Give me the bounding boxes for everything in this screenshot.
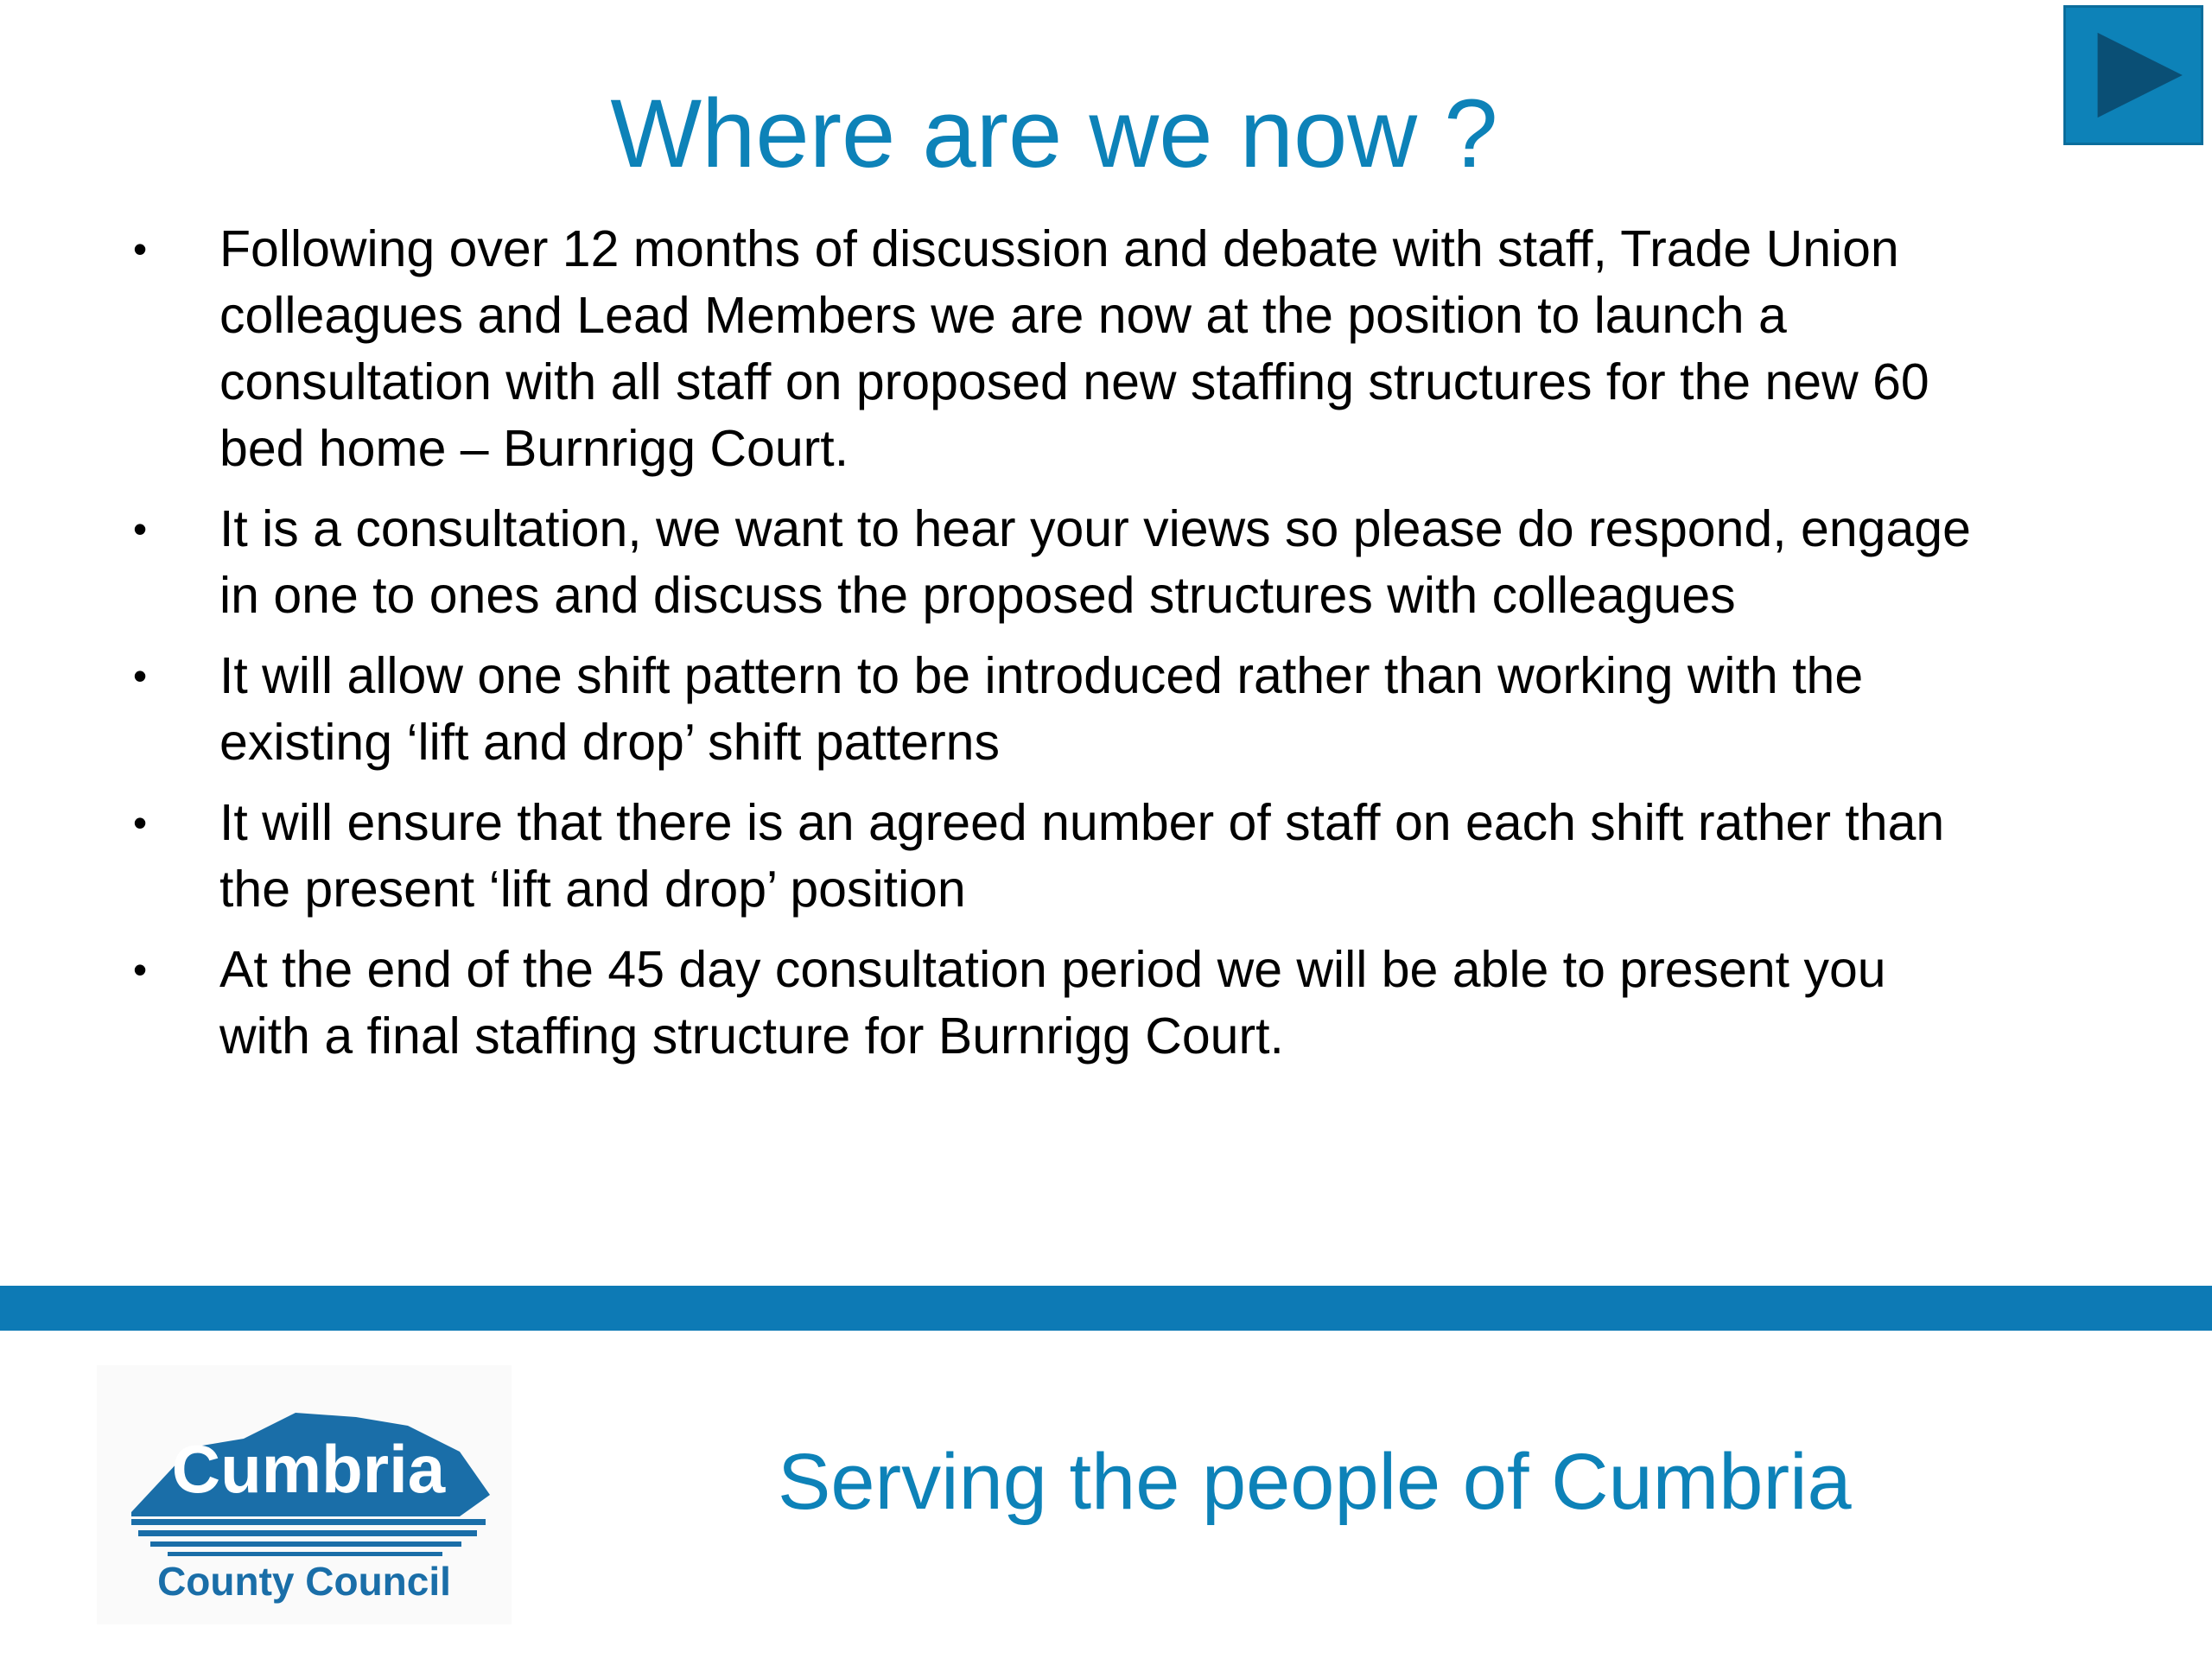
bullet-item <box>130 937 1987 1070</box>
bullet-item <box>130 790 1987 923</box>
bullet-marker: • <box>133 226 148 271</box>
bullet-list <box>130 216 1987 1084</box>
bullet-marker: • <box>133 947 148 992</box>
bullet-marker: • <box>133 653 148 698</box>
logo-text-top: Cumbria <box>171 1431 446 1507</box>
footer-bar <box>0 1286 2212 1331</box>
bullet-item <box>130 643 1987 776</box>
bullet-text: It will allow one shift pattern to be introduced rather than working with the existing ‘lift and drop’ shift patterns <box>219 647 1864 771</box>
bullet-item <box>130 216 1987 482</box>
footer-tagline: Serving the people of Cumbria <box>778 1438 1852 1526</box>
bullet-marker: • <box>133 506 148 551</box>
bullet-marker: • <box>133 800 148 845</box>
bullet-text: It is a consultation, we want to hear your views so please do respond, engage in one to ones and discuss the proposed structures with colleagues <box>219 500 1971 624</box>
bullet-text: It will ensure that there is an agreed number of staff on each shift rather than the present ‘lift and drop’ position <box>219 794 1945 918</box>
logo-text-bottom: County Council <box>157 1559 451 1604</box>
next-slide-button[interactable] <box>2063 5 2203 145</box>
cumbria-county-council-logo <box>97 1365 512 1624</box>
bullet-text: At the end of the 45 day consultation period we will be able to present you with a final staffing structure for Burnrigg Court. <box>219 941 1886 1065</box>
bullet-text: Following over 12 months of discussion and debate with staff, Trade Union colleagues and Lead Members we are now at the position to launch a consultation with all staff on proposed new staffing structures for the new 60 bed home – Burnrigg Court. <box>219 220 1929 477</box>
slide-title: Where are we now ? <box>610 79 1498 188</box>
bullet-item <box>130 496 1987 629</box>
play-arrow-icon <box>2066 8 2201 143</box>
